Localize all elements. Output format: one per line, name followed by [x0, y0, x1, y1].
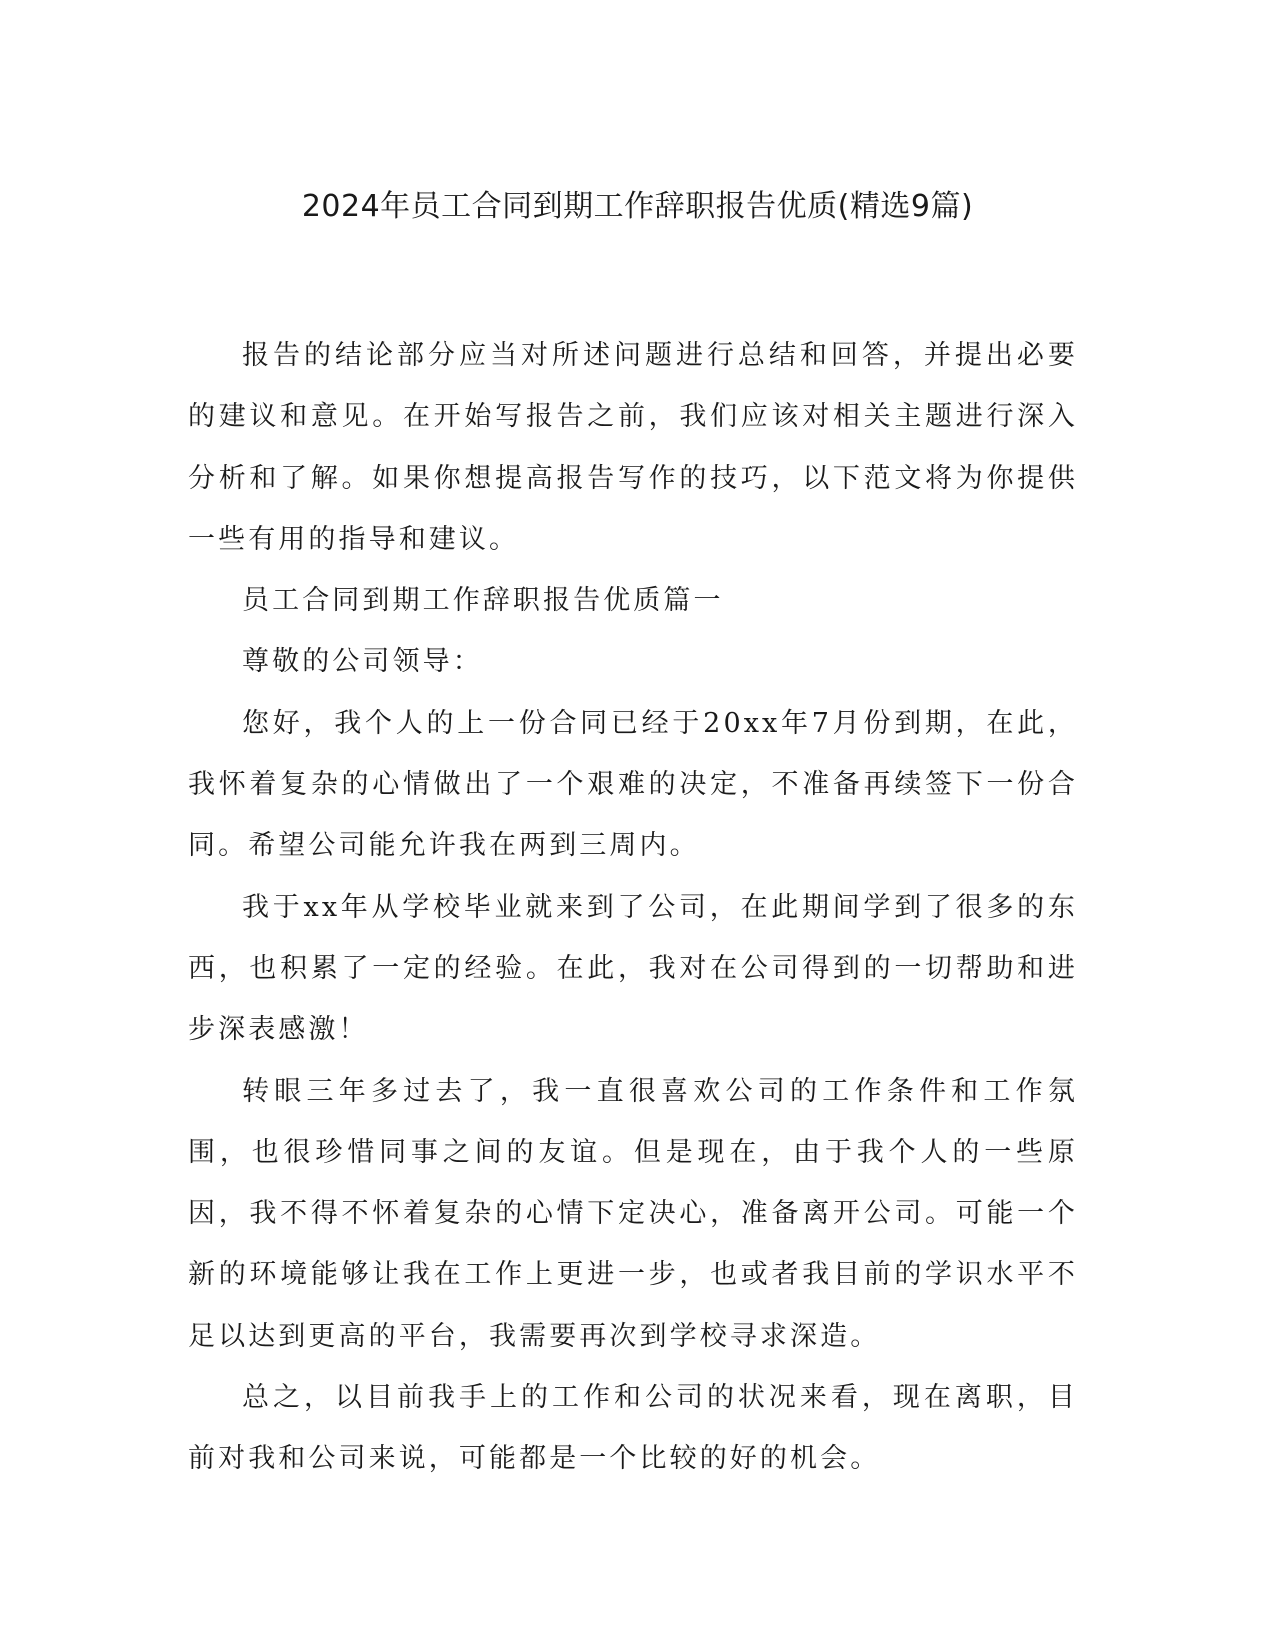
- paragraph-conclusion: 总之，以目前我手上的工作和公司的状况来看，现在离职，目前对我和公司来说，可能都是一个比较的好的机会。: [188, 1382, 1078, 1475]
- document-body: [188, 325, 1078, 1490]
- paragraph-contract: 您好，我个人的上一份合同已经于20xx年7月份到期，在此，我怀着复杂的心情做出了一个艰难的决定，不准备再续签下一份合同。希望公司能允许我在两到三周内。: [188, 707, 1078, 862]
- document-title: 2024年员工合同到期工作辞职报告优质(精选9篇): [301, 189, 974, 224]
- salutation: 尊敬的公司领导：: [242, 646, 483, 678]
- paragraph-reasons: 转眼三年多过去了，我一直很喜欢公司的工作条件和工作氛围，也很珍惜同事之间的友谊。但是现在，由于我个人的一些原因，我不得不怀着复杂的心情下定决心，准备离开公司。可能一个新的环境能够让我在工作上更进一步，也或者我目前的学识水平不足以达到更高的平台，我需要再次到学校寻求深造。: [188, 1075, 1078, 1352]
- paragraph-intro: 报告的结论部分应当对所述问题进行总结和回答，并提出必要的建议和意见。在开始写报告之前，我们应该对相关主题进行深入分析和了解。如果你想提高报告写作的技巧，以下范文将为你提供一些有用的指导和建议。: [188, 340, 1078, 555]
- section-heading: 员工合同到期工作辞职报告优质篇一: [242, 585, 724, 617]
- paragraph-gratitude: 我于xx年从学校毕业就来到了公司，在此期间学到了很多的东西，也积累了一定的经验。在此，我对在公司得到的一切帮助和进步深表感激！: [188, 891, 1078, 1046]
